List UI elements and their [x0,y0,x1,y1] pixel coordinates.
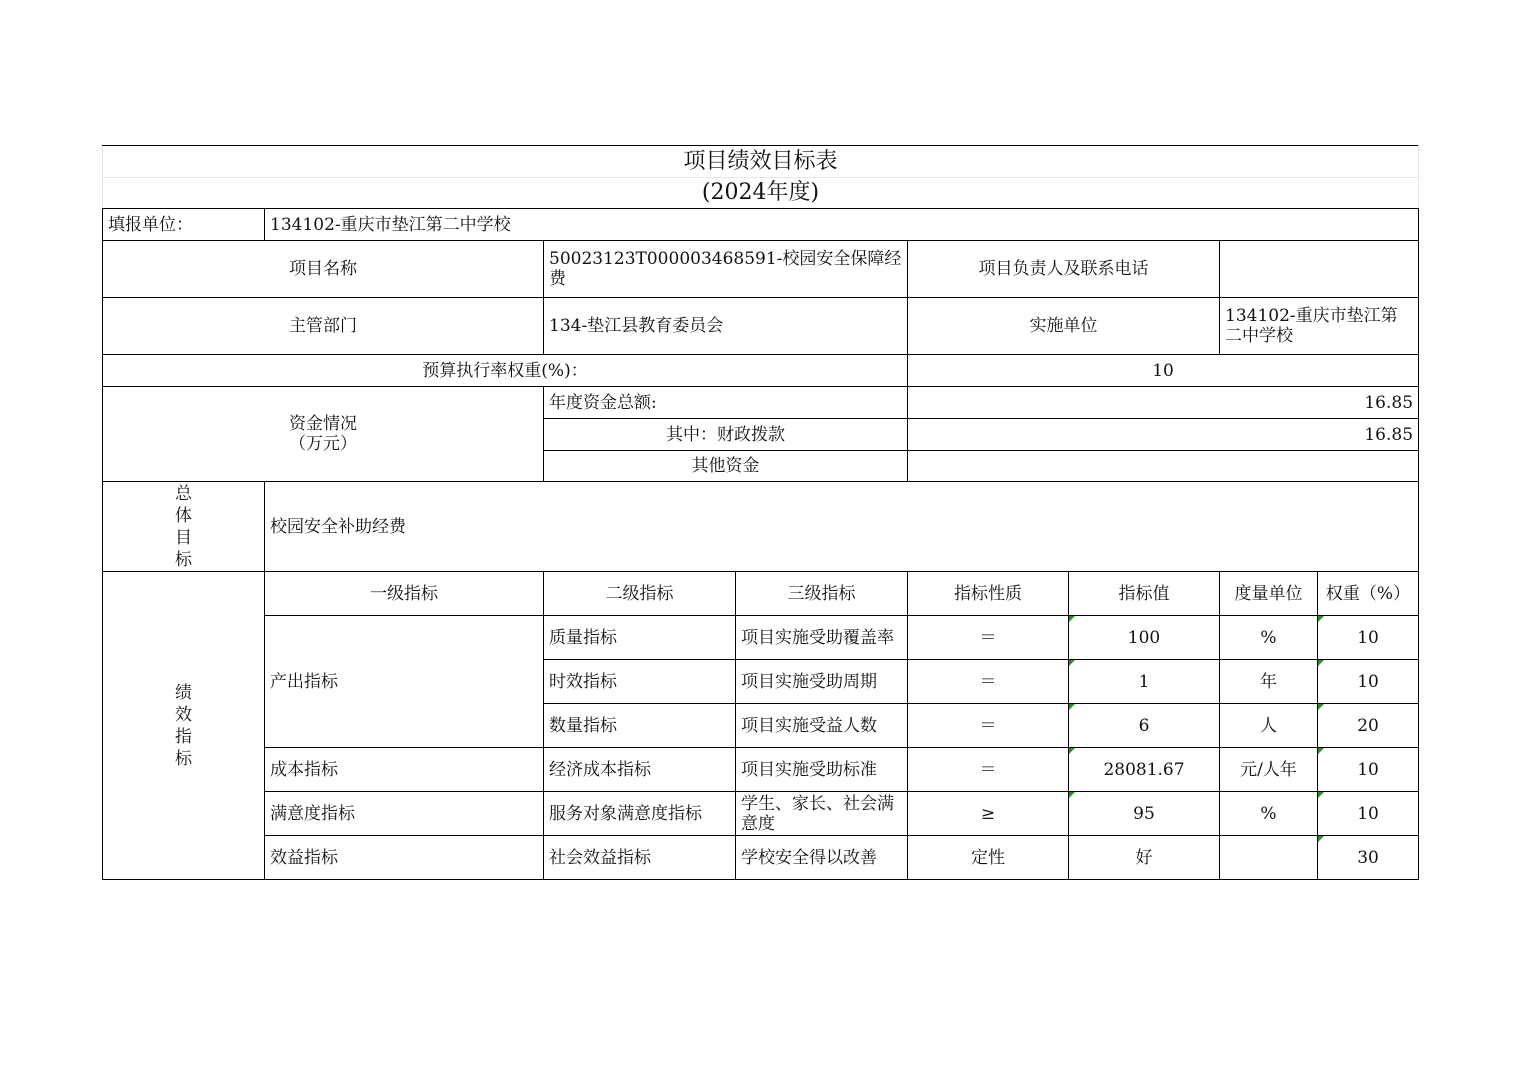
dept-label: 主管部门 [103,298,544,355]
level2-cell: 质量指标 [544,616,736,660]
level3-cell: 学校安全得以改善 [736,836,908,880]
total-funds-value: 16.85 [908,387,1419,419]
overall-goal-text: 校园安全补助经费 [265,482,1419,572]
value-cell: 1 [1069,660,1220,704]
overall-goal-label [103,482,265,572]
header-level1: 一级指标 [265,572,544,616]
impl-value: 134102-重庆市垫江第二中学校 [1220,298,1419,355]
other-funds-label: 其他资金 [544,451,908,482]
unit-cell: % [1220,792,1318,836]
header-unit: 度量单位 [1220,572,1318,616]
header-level2: 二级指标 [544,572,736,616]
indicator-char: 效 [175,704,192,725]
level1-cell: 满意度指标 [265,792,544,836]
fiscal-funds-value: 16.85 [908,419,1419,451]
value-cell: 好 [1069,836,1220,880]
nature-cell: 定性 [908,836,1069,880]
header-level3: 三级指标 [736,572,908,616]
budget-rate-value: 10 [908,355,1419,387]
nature-cell: ＝ [908,748,1069,792]
impl-label: 实施单位 [908,298,1220,355]
project-name-value: 50023123T000003468591-校园安全保障经费 [544,241,908,298]
weight-cell: 10 [1318,792,1419,836]
value-cell: 6 [1069,704,1220,748]
performance-table [102,145,1419,880]
unit-cell: % [1220,616,1318,660]
contact-value [1220,241,1419,298]
output-indicator-label: 产出指标 [265,616,544,748]
weight-cell: 10 [1318,616,1419,660]
unit-cell: 人 [1220,704,1318,748]
level2-cell: 时效指标 [544,660,736,704]
goal-char: 总 [175,483,192,504]
table-row [103,616,1419,660]
weight-cell: 10 [1318,660,1419,704]
level1-cell: 效益指标 [265,836,544,880]
nature-cell: ＝ [908,660,1069,704]
indicator-char: 指 [175,726,192,747]
budget-rate-label: 预算执行率权重(%)： [103,355,908,387]
value-cell: 28081.67 [1069,748,1220,792]
funds-label-line1: 资金情况 [289,414,357,434]
level2-cell: 社会效益指标 [544,836,736,880]
contact-label: 项目负责人及联系电话 [908,241,1220,298]
indicator-char: 标 [175,748,192,769]
table-row [103,792,1419,836]
header-value: 指标值 [1069,572,1220,616]
fiscal-funds-label: 其中：财政拨款 [544,419,908,451]
project-name-label: 项目名称 [103,241,544,298]
reporter-label: 填报单位： [103,209,265,241]
sheet-year: (2024年度) [103,178,1419,209]
level2-cell: 数量指标 [544,704,736,748]
funds-label-line2: （万元） [289,434,357,454]
nature-cell: ＝ [908,704,1069,748]
nature-cell: ≥ [908,792,1069,836]
other-funds-value [908,451,1419,482]
goal-char: 目 [175,527,192,548]
unit-cell: 年 [1220,660,1318,704]
value-cell: 100 [1069,616,1220,660]
level3-cell: 项目实施受助周期 [736,660,908,704]
total-funds-label: 年度资金总额: [544,387,908,419]
unit-cell [1220,836,1318,880]
weight-cell: 30 [1318,836,1419,880]
weight-cell: 10 [1318,748,1419,792]
level3-cell: 学生、家长、社会满意度 [736,792,908,836]
header-weight: 权重（%） [1318,572,1419,616]
nature-cell: ＝ [908,616,1069,660]
level3-cell: 项目实施受助覆盖率 [736,616,908,660]
reporter-value: 134102-重庆市垫江第二中学校 [265,209,1419,241]
unit-cell: 元/人年 [1220,748,1318,792]
level3-cell: 项目实施受助标准 [736,748,908,792]
table-row [103,748,1419,792]
goal-char: 标 [175,549,192,570]
value-cell: 95 [1069,792,1220,836]
indicators-label [103,572,265,880]
weight-cell: 20 [1318,704,1419,748]
goal-char: 体 [175,505,192,526]
level1-cell: 成本指标 [265,748,544,792]
table-row [103,836,1419,880]
level2-cell: 服务对象满意度指标 [544,792,736,836]
sheet-title: 项目绩效目标表 [103,146,1419,178]
funds-label [103,387,544,482]
dept-value: 134-垫江县教育委员会 [544,298,908,355]
level2-cell: 经济成本指标 [544,748,736,792]
performance-target-sheet [102,145,1418,880]
level3-cell: 项目实施受益人数 [736,704,908,748]
indicator-char: 绩 [175,682,192,703]
header-nature: 指标性质 [908,572,1069,616]
